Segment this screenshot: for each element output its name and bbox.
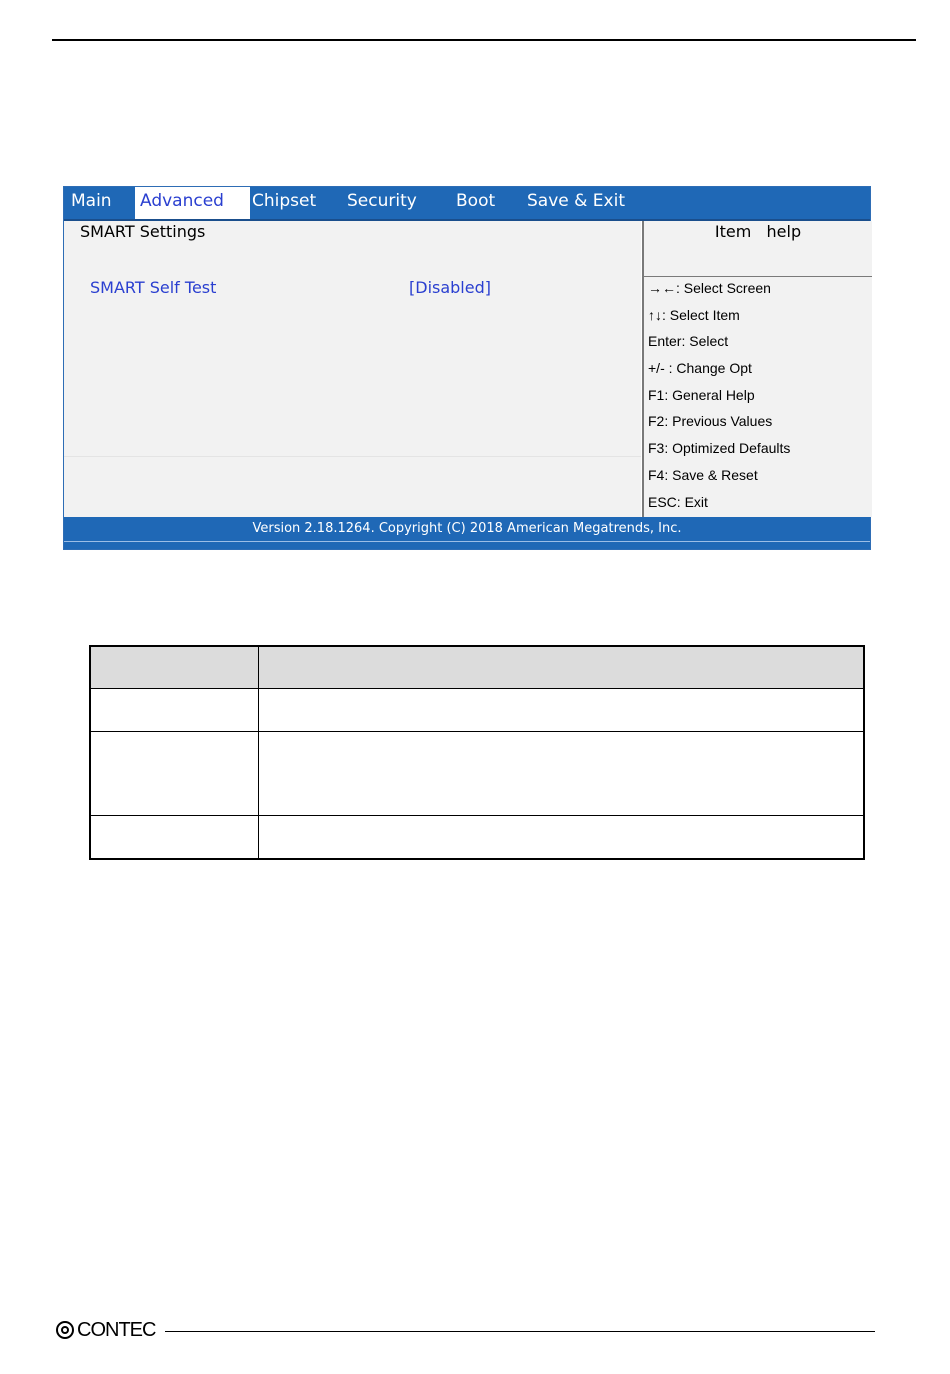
tab-advanced[interactable]: Advanced [135,187,250,219]
key-general-help: F1: General Help [648,386,755,403]
version-bar-underline [64,541,870,549]
section-title: SMART Settings [80,222,206,241]
table-row [90,732,864,816]
key-save-reset: F4: Save & Reset [648,466,758,483]
header-rule [52,39,916,41]
tab-main[interactable]: Main [71,191,112,211]
table-cell [259,816,865,860]
pane-divider [64,456,641,457]
contec-brand [56,1319,155,1341]
contec-logo-icon [56,1321,74,1339]
table-cell [259,732,865,816]
key-select-item: ↑↓: Select Item [648,306,740,323]
key-change-opt: +/- : Change Opt [648,360,752,377]
help-pane [642,221,872,517]
table-cell [90,732,259,816]
key-previous-values: F2: Previous Values [648,413,773,430]
tab-save-exit[interactable]: Save & Exit [527,191,625,211]
smart-self-test-value[interactable]: [Disabled] [409,278,491,297]
tab-security[interactable]: Security [347,191,417,211]
settings-table [89,645,865,860]
bios-setup-screen [63,186,871,550]
table-header-cell [90,646,259,689]
key-optimized-defaults: F3: Optimized Defaults [648,440,791,457]
table-header-row [90,646,864,689]
item-help-title: Item help [714,222,802,241]
bios-menu-bar [64,187,870,221]
key-select-screen: →←: Select Screen [648,280,771,296]
settings-pane [64,221,641,517]
tab-chipset[interactable]: Chipset [252,191,317,211]
tab-boot[interactable]: Boot [456,191,496,211]
table-row [90,816,864,860]
footer-rule [165,1331,875,1332]
table-cell [259,689,865,732]
table-row [90,689,864,732]
table-cell [90,816,259,860]
key-legend [648,278,790,518]
key-enter-select: Enter: Select [648,333,729,350]
item-help-box [644,221,872,277]
brand-name: CONTEC [77,1318,156,1341]
smart-self-test-label[interactable]: SMART Self Test [90,278,217,297]
key-esc-exit: ESC: Exit [648,493,708,510]
table-cell [90,689,259,732]
version-bar: Version 2.18.1264. Copyright (C) 2018 American Megatrends, Inc. [64,517,870,541]
table-header-cell [259,646,865,689]
